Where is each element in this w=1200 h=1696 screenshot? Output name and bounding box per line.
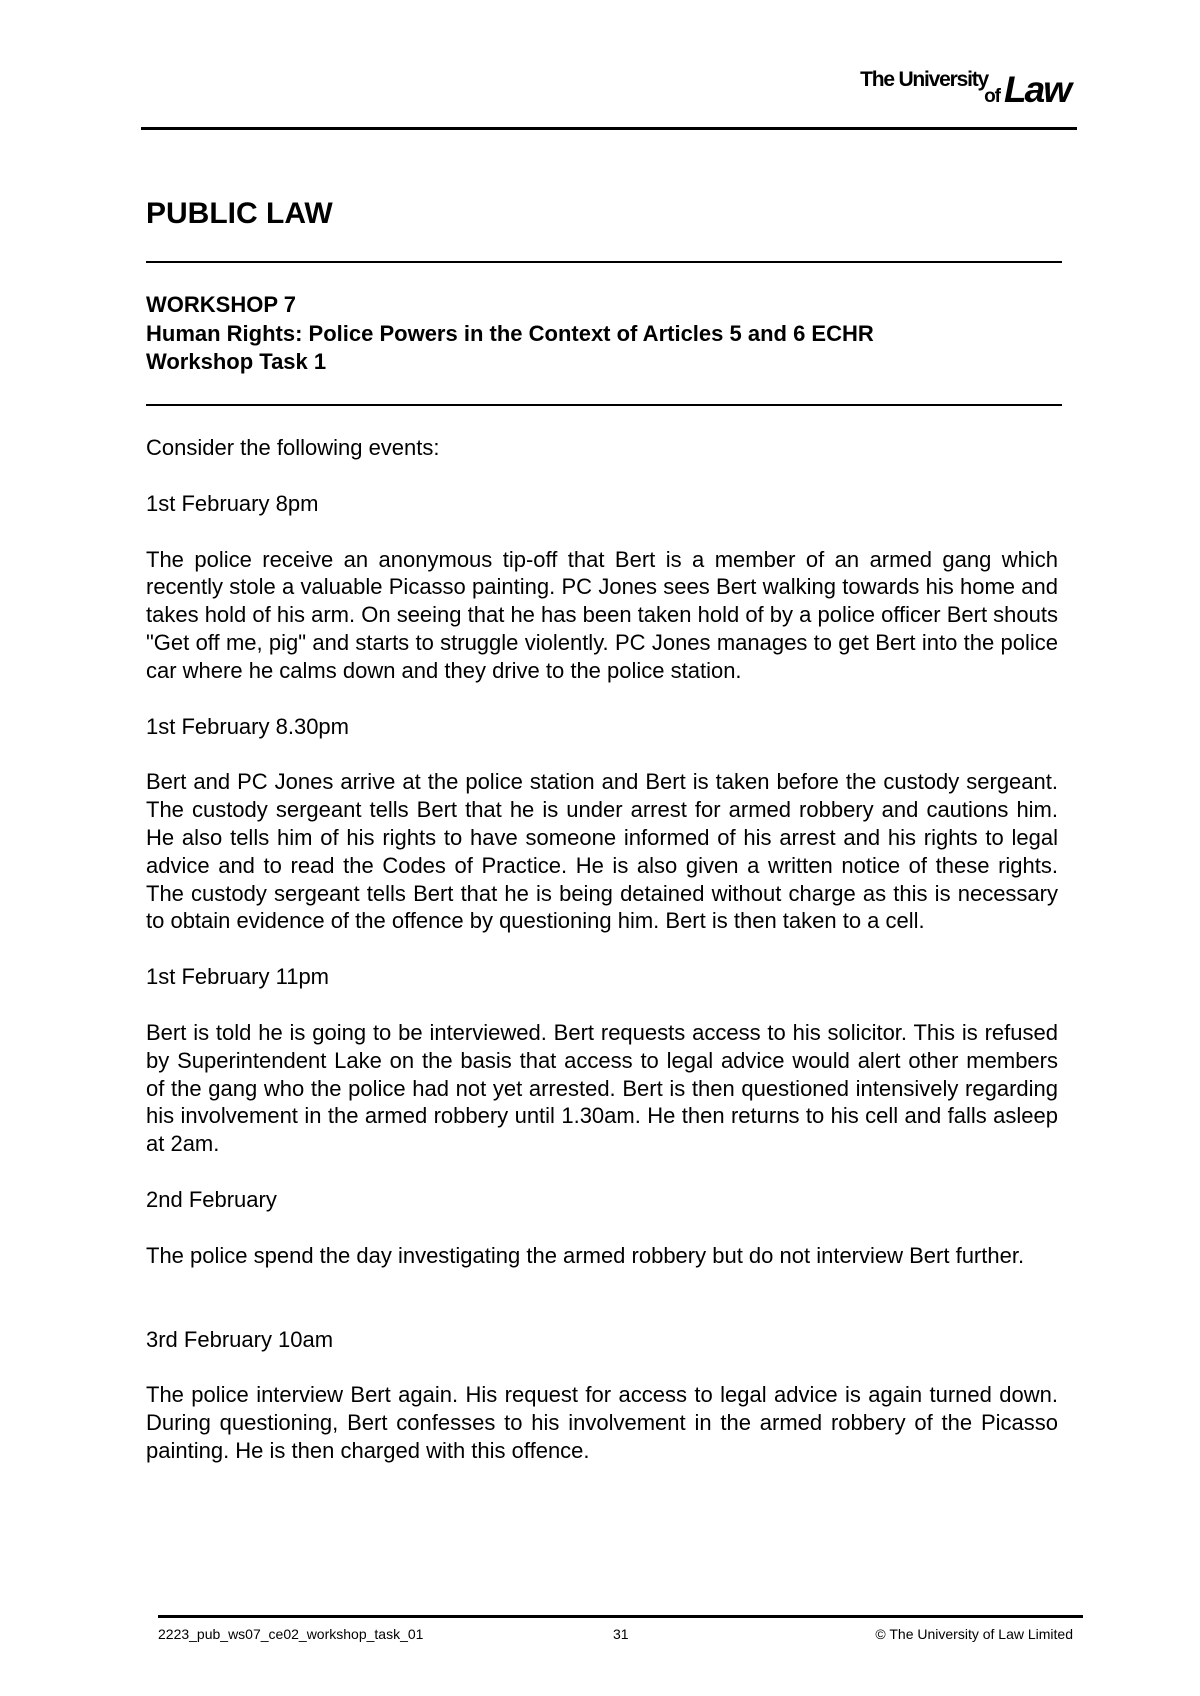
title-divider	[146, 261, 1062, 263]
event-date: 1st February 11pm	[146, 964, 330, 990]
event-text: The police interview Bert again. His request for access to legal advice is again turned down. During questioning, Bert confesses to his involvement in the armed robbery of the Picasso painting. He is then charged with this offence.	[146, 1382, 1058, 1463]
footer-divider	[158, 1615, 1083, 1618]
event-date: 1st February 8pm	[146, 490, 319, 516]
event-date: 3rd February 10am	[146, 1326, 334, 1352]
footer-copyright: © The University of Law Limited	[875, 1626, 1073, 1642]
footer-page-number: 31	[613, 1626, 629, 1642]
logo-line-1: The University	[860, 68, 988, 91]
event-text: Bert and PC Jones arrive at the police station and Bert is taken before the custody sergeant. The custody sergeant tells Bert that he is under arrest for armed robbery and cautions him. He also tells him of his rights to have someone informed of his arrest and his rights to legal advice and to read the Codes of Practice. He is also given a written notice of these rights. The custody sergeant tells Bert that he is being detained without charge as this is necessary to obtain evidence of the offence by questioning him. Bert is then taken to a cell.	[146, 769, 1058, 934]
page-title: PUBLIC LAW	[146, 197, 333, 230]
university-logo	[860, 66, 1070, 110]
event-date: 1st February 8.30pm	[146, 713, 349, 739]
logo-line-2: of	[984, 86, 1000, 107]
header-divider	[141, 127, 1077, 130]
event-text: Bert is told he is going to be interviewed. Bert requests access to his solicitor. This is refused by Superintendent Lake on the basis that access to legal advice would alert other members of the gang who the police had not yet arrested. Bert is then questioned intensively regarding his involvement in the armed robbery until 1.30am. He then returns to his cell and falls asleep at 2am.	[146, 1019, 1058, 1157]
workshop-task: Workshop Task 1	[146, 349, 327, 374]
workshop-subtitle: Human Rights: Police Powers in the Context of Articles 5 and 6 ECHR	[146, 320, 874, 346]
event-date: 2nd February	[146, 1186, 277, 1212]
workshop-number: WORKSHOP 7	[146, 292, 296, 317]
document-body	[146, 434, 1058, 1493]
event-text: The police receive an anonymous tip-off that Bert is a member of an armed gang which recently stole a valuable Picasso painting. PC Jones sees Bert walking towards his home and takes hold of his arm. On seeing that he has been taken hold of by a police officer Bert shouts "Get off me, pig" and starts to struggle violently. PC Jones manages to get Bert into the police car where he calms down and they drive to the police station.	[146, 546, 1058, 683]
logo-line-3: Law	[1004, 69, 1070, 110]
footer-document-code: 2223_pub_ws07_ce02_workshop_task_01	[158, 1626, 424, 1642]
workshop-heading	[146, 291, 874, 377]
event-text: The police spend the day investigating the armed robbery but do not interview Bert further.	[146, 1242, 1025, 1268]
heading-divider	[146, 404, 1062, 406]
intro-text: Consider the following events:	[146, 435, 440, 460]
